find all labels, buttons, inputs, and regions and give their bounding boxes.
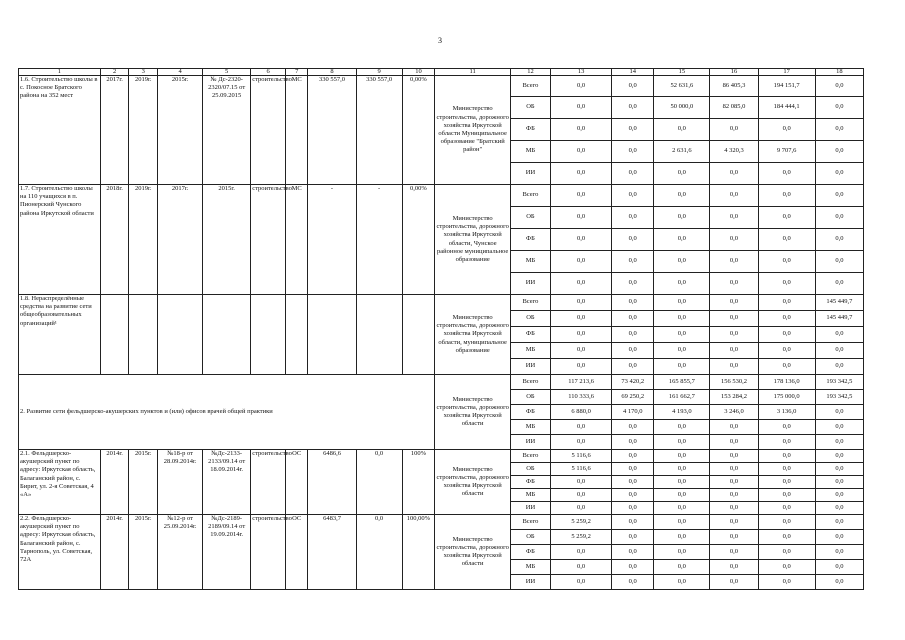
responsible-org-cell: Министерство строительства, дорожного хозяйства Иркутской области, муниципальное образование bbox=[435, 295, 511, 375]
amount-cell: 69 250,2 bbox=[612, 390, 654, 405]
amount-cell: 0,0 bbox=[612, 489, 654, 502]
amount-cell: 193 342,5 bbox=[815, 390, 863, 405]
amount-cell: 0,0 bbox=[612, 450, 654, 463]
amount-cell: 0,0 bbox=[612, 545, 654, 560]
project-attr-cell: №12-р от 25.09.2014г. bbox=[158, 515, 203, 590]
table-row bbox=[19, 76, 864, 97]
project-attr-cell: №Дс-2189-2189/09.14 от 19.09.2014г. bbox=[203, 515, 251, 590]
funding-source-cell: ФБ bbox=[511, 229, 551, 251]
amount-cell: 0,0 bbox=[612, 343, 654, 359]
amount-cell: 0,0 bbox=[758, 251, 815, 273]
amount-cell: 0,0 bbox=[550, 295, 611, 311]
funding-source-cell: МБ bbox=[511, 489, 551, 502]
amount-cell: 0,0 bbox=[654, 327, 710, 343]
amount-cell: 0,0 bbox=[550, 141, 611, 163]
amount-cell: 0,0 bbox=[654, 560, 710, 575]
amount-cell: 0,0 bbox=[710, 311, 758, 327]
project-attr-cell: 2014г. bbox=[100, 450, 129, 515]
amount-cell: 0,0 bbox=[612, 420, 654, 435]
project-attr-cell bbox=[129, 295, 158, 375]
amount-cell: 117 213,6 bbox=[550, 375, 611, 390]
amount-cell: 0,0 bbox=[612, 327, 654, 343]
column-number-cell: 11 bbox=[435, 69, 511, 76]
amount-cell: 0,0 bbox=[710, 343, 758, 359]
amount-cell: 0,0 bbox=[550, 476, 611, 489]
project-attr-cell: 100% bbox=[402, 450, 435, 515]
amount-cell: 0,0 bbox=[654, 251, 710, 273]
amount-cell: 6 880,0 bbox=[550, 405, 611, 420]
funding-source-cell: МБ bbox=[511, 343, 551, 359]
funding-source-cell: ИИ bbox=[511, 163, 551, 185]
responsible-org-cell: Министерство строительства, дорожного хозяйства Иркутской области bbox=[435, 515, 511, 590]
amount-cell: 0,0 bbox=[815, 163, 863, 185]
project-attr-cell: ОС bbox=[285, 450, 308, 515]
funding-source-cell: МБ bbox=[511, 251, 551, 273]
amount-cell: 0,0 bbox=[710, 515, 758, 530]
amount-cell: 0,0 bbox=[815, 489, 863, 502]
section-title-cell: 2. Развитие сети фельдшерско-акушерских пунктов и (или) офисов врачей общей практики bbox=[19, 375, 435, 450]
funding-source-cell: ОБ bbox=[511, 97, 551, 119]
amount-cell: 0,0 bbox=[758, 420, 815, 435]
amount-cell: 0,0 bbox=[815, 251, 863, 273]
amount-cell: 0,0 bbox=[710, 489, 758, 502]
column-number-cell: 17 bbox=[758, 69, 815, 76]
amount-cell: 0,0 bbox=[710, 450, 758, 463]
amount-cell: 0,0 bbox=[550, 97, 611, 119]
amount-cell: 193 342,5 bbox=[815, 375, 863, 390]
amount-cell: 0,0 bbox=[550, 229, 611, 251]
column-number-cell: 16 bbox=[710, 69, 758, 76]
column-number-cell: 6 bbox=[251, 69, 286, 76]
funding-source-cell: ИИ bbox=[511, 575, 551, 590]
funding-source-cell: Всего bbox=[511, 515, 551, 530]
funding-source-cell: ОБ bbox=[511, 390, 551, 405]
column-number-cell: 1 bbox=[19, 69, 101, 76]
amount-cell: 0,0 bbox=[758, 185, 815, 207]
amount-cell: 0,0 bbox=[815, 515, 863, 530]
amount-cell: 4 193,0 bbox=[654, 405, 710, 420]
amount-cell: 0,0 bbox=[654, 435, 710, 450]
project-attr-cell bbox=[203, 295, 251, 375]
funding-source-cell: ИИ bbox=[511, 502, 551, 515]
funding-source-cell: ИИ bbox=[511, 435, 551, 450]
table-row bbox=[19, 515, 864, 530]
amount-cell: 0,0 bbox=[758, 476, 815, 489]
amount-cell: 0,0 bbox=[654, 359, 710, 375]
column-number-row bbox=[19, 69, 864, 76]
column-number-cell: 15 bbox=[654, 69, 710, 76]
amount-cell: 0,0 bbox=[815, 76, 863, 97]
funding-source-cell: ФБ bbox=[511, 405, 551, 420]
project-attr-cell: ОС bbox=[285, 515, 308, 590]
project-attr-cell bbox=[356, 295, 402, 375]
amount-cell: 0,0 bbox=[612, 185, 654, 207]
project-attr-cell: 2017г. bbox=[100, 76, 129, 185]
amount-cell: 0,0 bbox=[710, 229, 758, 251]
amount-cell: 0,0 bbox=[758, 229, 815, 251]
project-attr-cell bbox=[158, 295, 203, 375]
amount-cell: 0,0 bbox=[550, 420, 611, 435]
amount-cell: 0,0 bbox=[612, 76, 654, 97]
amount-cell: 0,0 bbox=[550, 343, 611, 359]
amount-cell: 0,0 bbox=[710, 435, 758, 450]
column-number-cell: 10 bbox=[402, 69, 435, 76]
funding-source-cell: ОБ bbox=[511, 311, 551, 327]
amount-cell: 0,0 bbox=[654, 502, 710, 515]
project-attr-cell: 2018г. bbox=[100, 185, 129, 295]
amount-cell: 0,0 bbox=[815, 405, 863, 420]
amount-cell: 0,0 bbox=[710, 327, 758, 343]
amount-cell: 0,0 bbox=[815, 435, 863, 450]
project-attr-cell: 330 557,0 bbox=[308, 76, 356, 185]
amount-cell: 0,0 bbox=[654, 450, 710, 463]
responsible-org-cell: Министерство строительства, дорожного хозяйства Иркутской области bbox=[435, 375, 511, 450]
amount-cell: 0,0 bbox=[815, 420, 863, 435]
amount-cell: 0,0 bbox=[654, 185, 710, 207]
amount-cell: 0,0 bbox=[654, 489, 710, 502]
amount-cell: 0,0 bbox=[815, 463, 863, 476]
amount-cell: 156 530,2 bbox=[710, 375, 758, 390]
amount-cell: 0,0 bbox=[815, 97, 863, 119]
project-name-cell: 2.2. Фельдшерско-акушерский пункт по адресу: Иркутская область, Балаганский район, с. Тарнополь, ул. Советская, 72А bbox=[19, 515, 101, 590]
project-attr-cell: строительство bbox=[251, 185, 286, 295]
project-attr-cell: 100,00% bbox=[402, 515, 435, 590]
amount-cell: 0,0 bbox=[758, 463, 815, 476]
funding-source-cell: ФБ bbox=[511, 545, 551, 560]
project-attr-cell: строительство bbox=[251, 450, 286, 515]
project-attr-cell: 2014г. bbox=[100, 515, 129, 590]
program-table bbox=[18, 68, 864, 590]
column-number-cell: 14 bbox=[612, 69, 654, 76]
amount-cell: 0,0 bbox=[612, 359, 654, 375]
project-attr-cell: 6486,6 bbox=[308, 450, 356, 515]
amount-cell: 0,0 bbox=[815, 185, 863, 207]
amount-cell: 0,0 bbox=[654, 476, 710, 489]
project-attr-cell: №Дс-2133-2133/09.14 от 18.09.2014г. bbox=[203, 450, 251, 515]
amount-cell: 0,0 bbox=[710, 476, 758, 489]
amount-cell: 0,0 bbox=[550, 327, 611, 343]
amount-cell: 0,0 bbox=[815, 450, 863, 463]
funding-source-cell: ФБ bbox=[511, 476, 551, 489]
column-number-cell: 12 bbox=[511, 69, 551, 76]
amount-cell: 178 136,0 bbox=[758, 375, 815, 390]
column-number-cell: 13 bbox=[550, 69, 611, 76]
amount-cell: 0,0 bbox=[815, 119, 863, 141]
project-attr-cell: МС bbox=[285, 185, 308, 295]
project-attr-cell bbox=[251, 295, 286, 375]
amount-cell: 0,0 bbox=[612, 141, 654, 163]
amount-cell: 0,0 bbox=[550, 502, 611, 515]
amount-cell: 73 420,2 bbox=[612, 375, 654, 390]
funding-source-cell: Всего bbox=[511, 76, 551, 97]
amount-cell: 153 284,2 bbox=[710, 390, 758, 405]
amount-cell: 0,0 bbox=[815, 327, 863, 343]
amount-cell: 0,0 bbox=[550, 163, 611, 185]
amount-cell: 0,0 bbox=[710, 575, 758, 590]
amount-cell: 0,0 bbox=[612, 207, 654, 229]
amount-cell: 145 449,7 bbox=[815, 311, 863, 327]
amount-cell: 0,0 bbox=[710, 530, 758, 545]
column-number-cell: 4 bbox=[158, 69, 203, 76]
project-attr-cell: 2015г. bbox=[129, 450, 158, 515]
amount-cell: 0,0 bbox=[654, 530, 710, 545]
project-attr-cell: - bbox=[356, 185, 402, 295]
project-attr-cell: строительство bbox=[251, 76, 286, 185]
amount-cell: 175 000,0 bbox=[758, 390, 815, 405]
project-attr-cell: 0,00% bbox=[402, 185, 435, 295]
table-row bbox=[19, 450, 864, 463]
project-attr-cell: №18-р от 28.09.2014г. bbox=[158, 450, 203, 515]
amount-cell: 0,0 bbox=[612, 311, 654, 327]
table-row bbox=[19, 185, 864, 207]
amount-cell: 161 662,7 bbox=[654, 390, 710, 405]
amount-cell: 0,0 bbox=[654, 295, 710, 311]
project-attr-cell: 0,0 bbox=[356, 450, 402, 515]
amount-cell: 0,0 bbox=[710, 295, 758, 311]
responsible-org-cell: Министерство строительства, дорожного хозяйства Иркутской области, Чунское районное муниципальное образование bbox=[435, 185, 511, 295]
funding-source-cell: ОБ bbox=[511, 530, 551, 545]
amount-cell: 0,0 bbox=[758, 163, 815, 185]
funding-source-cell: ФБ bbox=[511, 327, 551, 343]
amount-cell: 86 405,3 bbox=[710, 76, 758, 97]
amount-cell: 0,0 bbox=[815, 343, 863, 359]
amount-cell: 0,0 bbox=[550, 545, 611, 560]
amount-cell: 0,0 bbox=[758, 207, 815, 229]
amount-cell: 0,0 bbox=[710, 119, 758, 141]
amount-cell: 0,0 bbox=[612, 530, 654, 545]
amount-cell: 0,0 bbox=[612, 229, 654, 251]
amount-cell: 0,0 bbox=[550, 359, 611, 375]
amount-cell: 9 707,6 bbox=[758, 141, 815, 163]
amount-cell: 0,0 bbox=[758, 359, 815, 375]
amount-cell: 0,0 bbox=[550, 119, 611, 141]
funding-source-cell: Всего bbox=[511, 375, 551, 390]
funding-source-cell: Всего bbox=[511, 185, 551, 207]
amount-cell: 0,0 bbox=[612, 119, 654, 141]
amount-cell: 0,0 bbox=[654, 119, 710, 141]
amount-cell: 0,0 bbox=[550, 185, 611, 207]
amount-cell: 0,0 bbox=[612, 476, 654, 489]
responsible-org-cell: Министерство строительства, дорожного хозяйства Иркутской области bbox=[435, 450, 511, 515]
project-name-cell: 1.6. Строительство школы в с. Покосное Братского района на 352 мест bbox=[19, 76, 101, 185]
amount-cell: 0,0 bbox=[710, 560, 758, 575]
amount-cell: 145 449,7 bbox=[815, 295, 863, 311]
amount-cell: 0,0 bbox=[815, 575, 863, 590]
amount-cell: 0,0 bbox=[758, 515, 815, 530]
project-name-cell: 1.8. Нераспределённые средства на развитие сети общеобразовательных организаций¹ bbox=[19, 295, 101, 375]
amount-cell: 2 631,6 bbox=[654, 141, 710, 163]
amount-cell: 0,0 bbox=[758, 327, 815, 343]
amount-cell: 0,0 bbox=[758, 560, 815, 575]
project-attr-cell: 2019г. bbox=[129, 185, 158, 295]
project-attr-cell bbox=[285, 295, 308, 375]
amount-cell: 0,0 bbox=[612, 163, 654, 185]
project-name-cell: 1.7. Строительство школы на 110 учащихся в п. Пионерский Чунского района Иркутской области bbox=[19, 185, 101, 295]
amount-cell: 0,0 bbox=[654, 273, 710, 295]
amount-cell: 5 116,6 bbox=[550, 450, 611, 463]
amount-cell: 0,0 bbox=[758, 435, 815, 450]
amount-cell: 0,0 bbox=[710, 545, 758, 560]
amount-cell: 0,0 bbox=[758, 450, 815, 463]
amount-cell: 4 170,0 bbox=[612, 405, 654, 420]
column-number-cell: 7 bbox=[285, 69, 308, 76]
amount-cell: 0,0 bbox=[710, 463, 758, 476]
funding-source-cell: МБ bbox=[511, 141, 551, 163]
amount-cell: 0,0 bbox=[654, 515, 710, 530]
amount-cell: 0,0 bbox=[612, 575, 654, 590]
amount-cell: 0,0 bbox=[550, 251, 611, 273]
amount-cell: 0,0 bbox=[815, 476, 863, 489]
project-name-cell: 2.1. Фельдшерско-акушерский пункт по адресу: Иркутская область, Балаганский район, с. Бирит, ул. 2-я Советская, 4 «А» bbox=[19, 450, 101, 515]
amount-cell: 0,0 bbox=[710, 359, 758, 375]
amount-cell: 165 855,7 bbox=[654, 375, 710, 390]
amount-cell: 0,0 bbox=[550, 207, 611, 229]
amount-cell: 0,0 bbox=[758, 273, 815, 295]
project-attr-cell bbox=[308, 295, 356, 375]
amount-cell: 0,0 bbox=[550, 311, 611, 327]
amount-cell: 82 085,0 bbox=[710, 97, 758, 119]
amount-cell: 0,0 bbox=[758, 311, 815, 327]
amount-cell: 0,0 bbox=[654, 343, 710, 359]
amount-cell: 0,0 bbox=[758, 343, 815, 359]
amount-cell: 0,0 bbox=[612, 515, 654, 530]
amount-cell: 0,0 bbox=[550, 489, 611, 502]
project-attr-cell: 2019г. bbox=[129, 76, 158, 185]
amount-cell: 194 151,7 bbox=[758, 76, 815, 97]
amount-cell: 3 136,0 bbox=[758, 405, 815, 420]
amount-cell: 5 259,2 bbox=[550, 530, 611, 545]
funding-source-cell: МБ bbox=[511, 420, 551, 435]
funding-source-cell: Всего bbox=[511, 450, 551, 463]
amount-cell: 3 246,0 bbox=[710, 405, 758, 420]
amount-cell: 0,0 bbox=[815, 207, 863, 229]
column-number-cell: 5 bbox=[203, 69, 251, 76]
project-attr-cell: 6483,7 bbox=[308, 515, 356, 590]
project-attr-cell: 2015г. bbox=[129, 515, 158, 590]
amount-cell: 0,0 bbox=[612, 273, 654, 295]
amount-cell: 0,0 bbox=[612, 502, 654, 515]
column-number-cell: 9 bbox=[356, 69, 402, 76]
amount-cell: 0,0 bbox=[815, 545, 863, 560]
project-attr-cell bbox=[402, 295, 435, 375]
amount-cell: 0,0 bbox=[815, 141, 863, 163]
funding-source-cell: ИИ bbox=[511, 359, 551, 375]
amount-cell: 0,0 bbox=[612, 295, 654, 311]
amount-cell: 0,0 bbox=[710, 207, 758, 229]
amount-cell: 0,0 bbox=[710, 420, 758, 435]
funding-source-cell: ИИ bbox=[511, 273, 551, 295]
amount-cell: 0,0 bbox=[815, 273, 863, 295]
amount-cell: 0,0 bbox=[550, 435, 611, 450]
table-row bbox=[19, 295, 864, 311]
amount-cell: 0,0 bbox=[654, 545, 710, 560]
amount-cell: 0,0 bbox=[815, 229, 863, 251]
amount-cell: 0,0 bbox=[758, 502, 815, 515]
amount-cell: 0,0 bbox=[612, 435, 654, 450]
amount-cell: 0,0 bbox=[710, 251, 758, 273]
amount-cell: 0,0 bbox=[612, 97, 654, 119]
project-attr-cell bbox=[100, 295, 129, 375]
amount-cell: 0,0 bbox=[710, 502, 758, 515]
column-number-cell: 8 bbox=[308, 69, 356, 76]
amount-cell: 0,0 bbox=[654, 463, 710, 476]
amount-cell: 0,0 bbox=[550, 560, 611, 575]
amount-cell: 0,0 bbox=[815, 560, 863, 575]
amount-cell: 0,0 bbox=[758, 295, 815, 311]
amount-cell: 0,0 bbox=[550, 273, 611, 295]
column-number-cell: 2 bbox=[100, 69, 129, 76]
amount-cell: 0,0 bbox=[758, 575, 815, 590]
funding-source-cell: Всего bbox=[511, 295, 551, 311]
project-attr-cell: 330 557,0 bbox=[356, 76, 402, 185]
amount-cell: 0,0 bbox=[710, 185, 758, 207]
project-attr-cell: 0,0 bbox=[356, 515, 402, 590]
amount-cell: 0,0 bbox=[815, 359, 863, 375]
amount-cell: 0,0 bbox=[758, 530, 815, 545]
project-attr-cell: 2017г. bbox=[158, 185, 203, 295]
amount-cell: 5 259,2 bbox=[550, 515, 611, 530]
amount-cell: 0,0 bbox=[654, 229, 710, 251]
amount-cell: 0,0 bbox=[654, 207, 710, 229]
amount-cell: 0,0 bbox=[758, 545, 815, 560]
amount-cell: 0,0 bbox=[654, 420, 710, 435]
project-attr-cell: 2015г. bbox=[158, 76, 203, 185]
amount-cell: 4 320,3 bbox=[710, 141, 758, 163]
amount-cell: 0,0 bbox=[758, 119, 815, 141]
amount-cell: 50 000,0 bbox=[654, 97, 710, 119]
project-attr-cell: 2015г. bbox=[203, 185, 251, 295]
project-attr-cell: МС bbox=[285, 76, 308, 185]
column-number-cell: 18 bbox=[815, 69, 863, 76]
amount-cell: 0,0 bbox=[815, 502, 863, 515]
amount-cell: 0,0 bbox=[654, 163, 710, 185]
amount-cell: 0,0 bbox=[654, 311, 710, 327]
amount-cell: 52 631,6 bbox=[654, 76, 710, 97]
project-attr-cell: 0,00% bbox=[402, 76, 435, 185]
responsible-org-cell: Министерство строительства, дорожного хозяйства Иркутской области Муниципальное образование "Братский район" bbox=[435, 76, 511, 185]
column-number-cell: 3 bbox=[129, 69, 158, 76]
amount-cell: 0,0 bbox=[710, 163, 758, 185]
page-number: 3 bbox=[438, 36, 442, 45]
funding-source-cell: ФБ bbox=[511, 119, 551, 141]
funding-source-cell: ОБ bbox=[511, 207, 551, 229]
amount-cell: 0,0 bbox=[758, 489, 815, 502]
funding-source-cell: ОБ bbox=[511, 463, 551, 476]
amount-cell: 0,0 bbox=[654, 575, 710, 590]
amount-cell: 0,0 bbox=[612, 560, 654, 575]
amount-cell: 0,0 bbox=[612, 463, 654, 476]
project-attr-cell: - bbox=[308, 185, 356, 295]
amount-cell: 0,0 bbox=[815, 530, 863, 545]
funding-source-cell: МБ bbox=[511, 560, 551, 575]
amount-cell: 5 116,6 bbox=[550, 463, 611, 476]
amount-cell: 0,0 bbox=[550, 575, 611, 590]
amount-cell: 0,0 bbox=[550, 76, 611, 97]
amount-cell: 184 444,1 bbox=[758, 97, 815, 119]
amount-cell: 0,0 bbox=[612, 251, 654, 273]
table-row bbox=[19, 375, 864, 390]
project-attr-cell: строительство bbox=[251, 515, 286, 590]
amount-cell: 0,0 bbox=[710, 273, 758, 295]
amount-cell: 110 333,6 bbox=[550, 390, 611, 405]
project-attr-cell: № Дс-2320-2320/07.15 от 25.09.2015 bbox=[203, 76, 251, 185]
